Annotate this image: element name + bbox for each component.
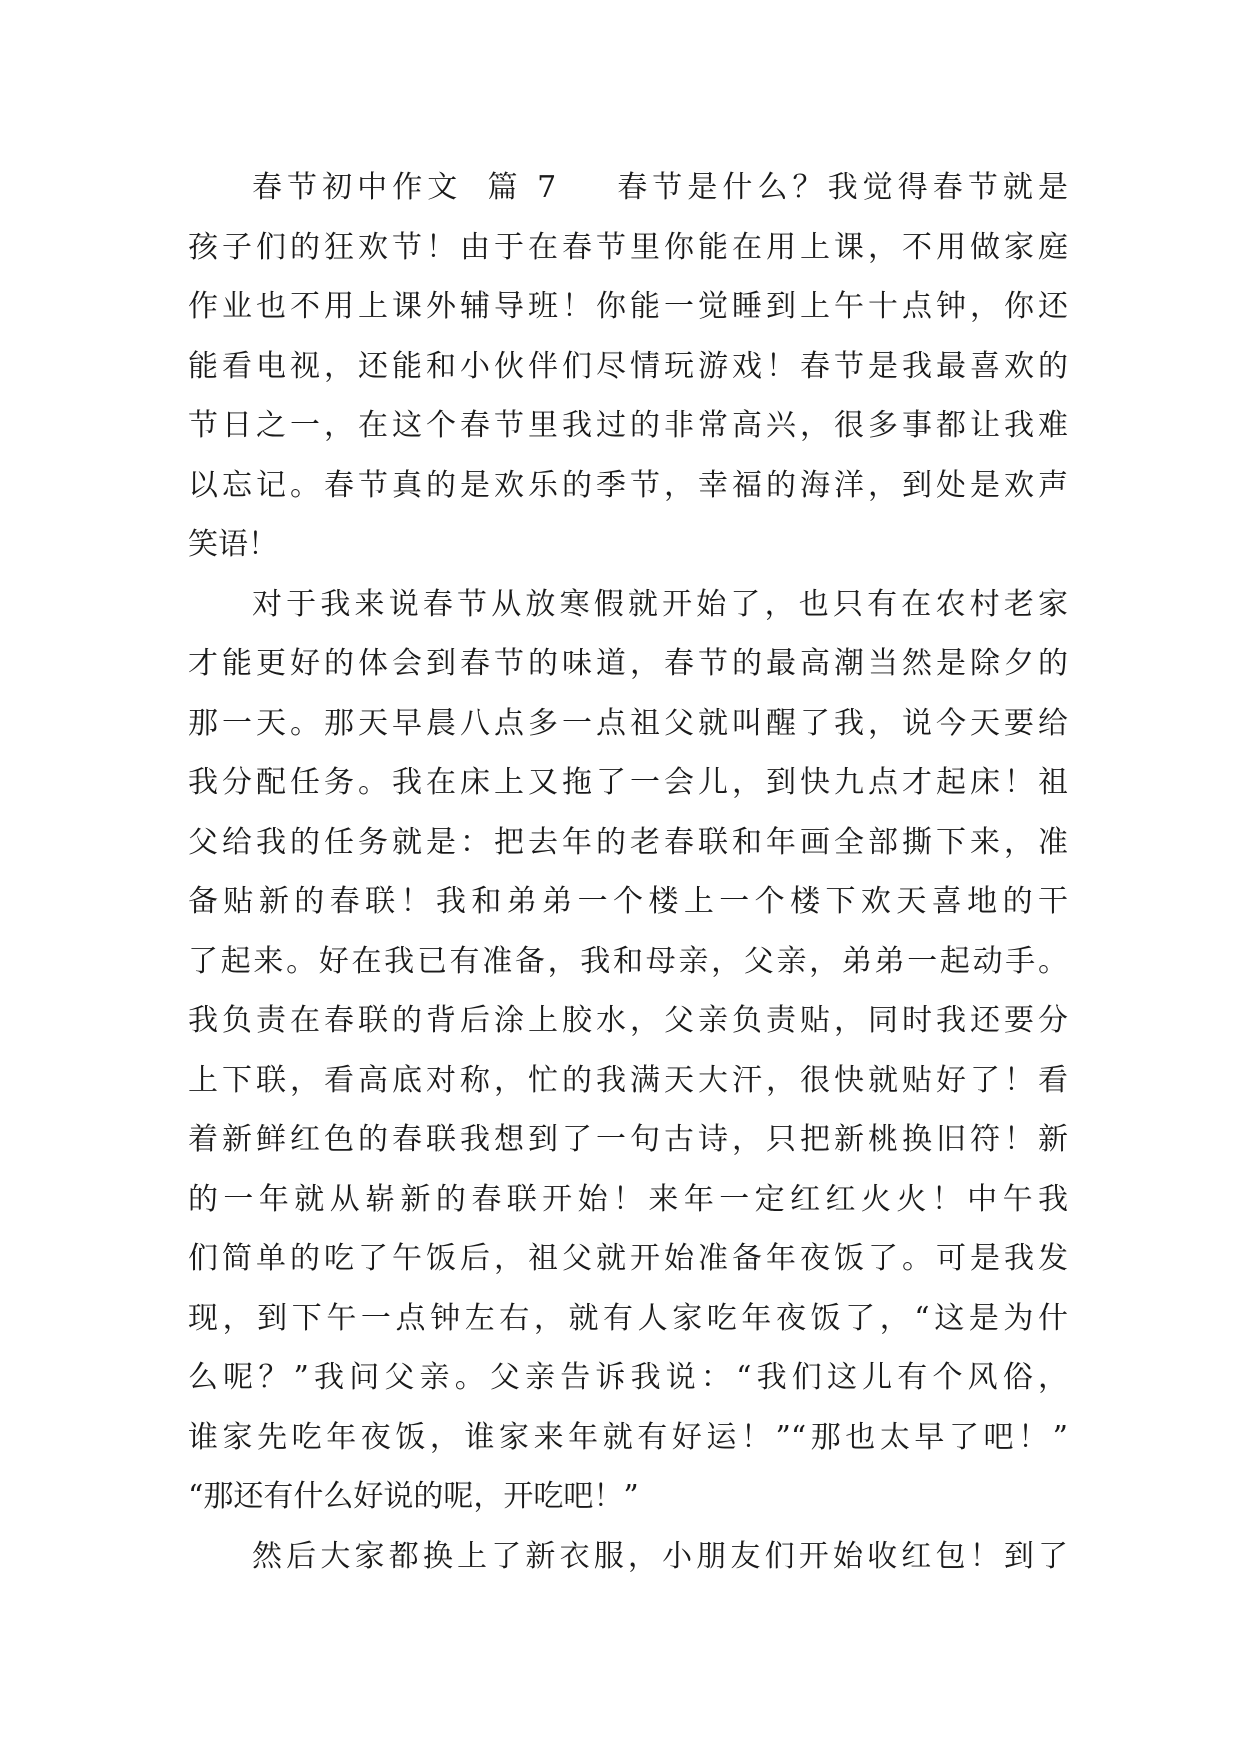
- essay-line: 们简单的吃了午饭后，祖父就开始准备年夜饭了。可是我发: [188, 1241, 1068, 1276]
- essay-line: “那还有什么好说的呢，开吃吧！”: [188, 1479, 639, 1514]
- essay-line: [188, 158, 1068, 218]
- essay-line: 我分配任务。我在床上又拖了一会儿，到快九点才起床！祖: [188, 765, 1068, 800]
- essay-line: 能看电视，还能和小伙伴们尽情玩游戏！春节是我最喜欢的: [188, 348, 1068, 384]
- essay-line-text: 春节是什么？我觉得春节就是: [612, 170, 1068, 205]
- essay-line: 节日之一，在这个春节里我过的非常高兴，很多事都让我难: [188, 408, 1068, 443]
- essay-line: 那一天。那天早晨八点多一点祖父就叫醒了我，说今天要给: [188, 705, 1068, 741]
- essay-line: 才能更好的体会到春节的味道，春节的最高潮当然是除夕的: [188, 646, 1068, 681]
- essay-line: 了起来。好在我已有准备，我和母亲，父亲，弟弟一起动手。: [188, 943, 1068, 979]
- essay-line: 谁家先吃年夜饭，谁家来年就有好运！”“那也太早了吧！”: [188, 1419, 1068, 1455]
- essay-line: 然后大家都换上了新衣服，小朋友们开始收红包！到了: [252, 1538, 1068, 1574]
- essay-line: 么呢？”我问父亲。父亲告诉我说：“我们这儿有个风俗，: [188, 1360, 1068, 1395]
- essay-number: 篇 7: [482, 170, 557, 205]
- essay-line: 孩子们的狂欢节！由于在春节里你能在用上课，不用做家庭: [188, 229, 1068, 265]
- essay-line: 的一年就从崭新的春联开始！来年一定红红火火！中午我: [188, 1181, 1068, 1217]
- essay-line: 父给我的任务就是：把去年的老春联和年画全部撕下来，准: [188, 824, 1068, 860]
- essay-line: 笑语！: [188, 527, 278, 562]
- essay-title: 春节初中作文: [252, 170, 463, 205]
- essay-line: 作业也不用上课外辅导班！你能一觉睡到上午十点钟，你还: [188, 289, 1068, 324]
- essay-line: 备贴新的春联！我和弟弟一个楼上一个楼下欢天喜地的干: [188, 884, 1068, 919]
- essay-line: 对于我来说春节从放寒假就开始了，也只有在农村老家: [252, 586, 1068, 622]
- essay-line: 我负责在春联的背后涂上胶水，父亲负责贴，同时我还要分: [188, 1003, 1068, 1038]
- essay-line: 现，到下午一点钟左右，就有人家吃年夜饭了，“这是为什: [188, 1300, 1068, 1336]
- essay-line: 以忘记。春节真的是欢乐的季节，幸福的海洋，到处是欢声: [188, 467, 1068, 503]
- essay-line: 上下联，看高底对称，忙的我满天大汗，很快就贴好了！看: [188, 1062, 1068, 1098]
- essay-line: 着新鲜红色的春联我想到了一句古诗，只把新桃换旧符！新: [188, 1122, 1068, 1157]
- essay-body: [188, 158, 1068, 1586]
